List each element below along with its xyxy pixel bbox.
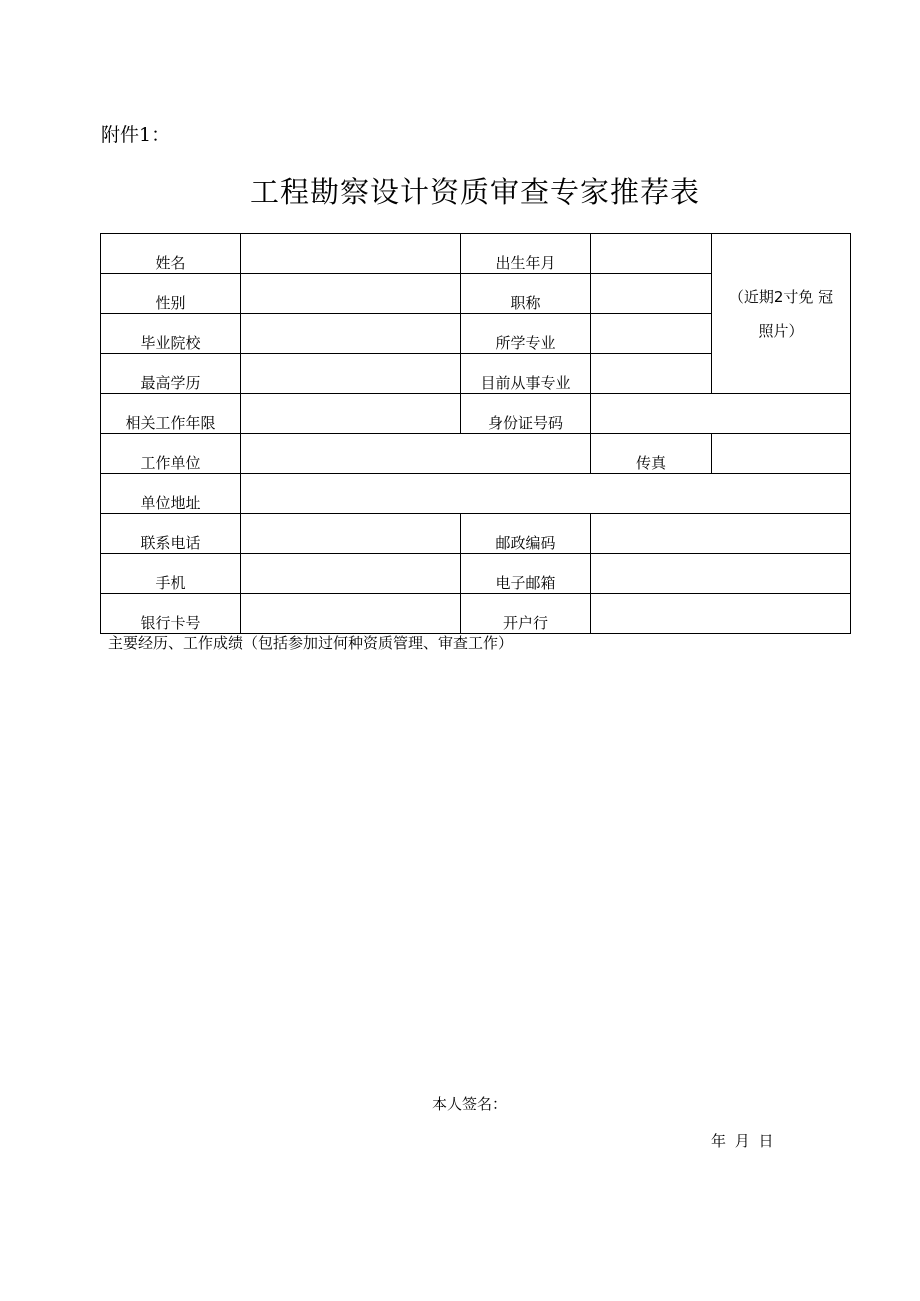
work-years-field[interactable] bbox=[241, 394, 461, 434]
title-rank-field[interactable] bbox=[591, 274, 712, 314]
mobile-label: 手机 bbox=[101, 554, 241, 594]
experience-caption: 主要经历、工作成绩（包括参加过何种资质管理、审查工作） bbox=[108, 634, 514, 652]
signature-label: 本人签名： bbox=[432, 1095, 508, 1113]
employer-address-label: 单位地址 bbox=[101, 474, 241, 514]
attachment-label: 附件1： bbox=[101, 124, 171, 146]
bank-card-label: 银行卡号 bbox=[101, 594, 241, 634]
postcode-field[interactable] bbox=[591, 514, 851, 554]
birth-field[interactable] bbox=[591, 234, 712, 274]
recommendation-form-table bbox=[100, 233, 851, 634]
title-rank-label: 职称 bbox=[461, 274, 591, 314]
form-title: 工程勘察设计资质审查专家推荐表 bbox=[249, 175, 700, 209]
birth-label: 出生年月 bbox=[461, 234, 591, 274]
fax-field[interactable] bbox=[712, 434, 851, 474]
education-field[interactable] bbox=[241, 354, 461, 394]
employer-field[interactable] bbox=[241, 434, 591, 474]
id-number-field[interactable] bbox=[591, 394, 851, 434]
bank-card-field[interactable] bbox=[241, 594, 461, 634]
photo-note-line1: （近期2寸免 冠 bbox=[728, 287, 834, 306]
name-label: 姓名 bbox=[101, 234, 241, 274]
major-label: 所学专业 bbox=[461, 314, 591, 354]
employer-address-field[interactable] bbox=[241, 474, 851, 514]
photo-box[interactable] bbox=[712, 234, 851, 394]
bank-field[interactable] bbox=[591, 594, 851, 634]
employer-label: 工作单位 bbox=[101, 434, 241, 474]
school-field[interactable] bbox=[241, 314, 461, 354]
gender-label: 性别 bbox=[101, 274, 241, 314]
name-field[interactable] bbox=[241, 234, 461, 274]
email-field[interactable] bbox=[591, 554, 851, 594]
email-label: 电子邮箱 bbox=[461, 554, 591, 594]
current-major-label: 目前从事专业 bbox=[461, 354, 591, 394]
major-field[interactable] bbox=[591, 314, 712, 354]
fax-label: 传真 bbox=[591, 434, 712, 474]
school-label: 毕业院校 bbox=[101, 314, 241, 354]
photo-note-line2: 照片） bbox=[758, 321, 804, 340]
mobile-field[interactable] bbox=[241, 554, 461, 594]
bank-label: 开户行 bbox=[461, 594, 591, 634]
gender-field[interactable] bbox=[241, 274, 461, 314]
current-major-field[interactable] bbox=[591, 354, 712, 394]
phone-label: 联系电话 bbox=[101, 514, 241, 554]
work-years-label: 相关工作年限 bbox=[101, 394, 241, 434]
education-label: 最高学历 bbox=[101, 354, 241, 394]
date-label: 年 月 日 bbox=[711, 1132, 774, 1150]
phone-field[interactable] bbox=[241, 514, 461, 554]
id-number-label: 身份证号码 bbox=[461, 394, 591, 434]
postcode-label: 邮政编码 bbox=[461, 514, 591, 554]
